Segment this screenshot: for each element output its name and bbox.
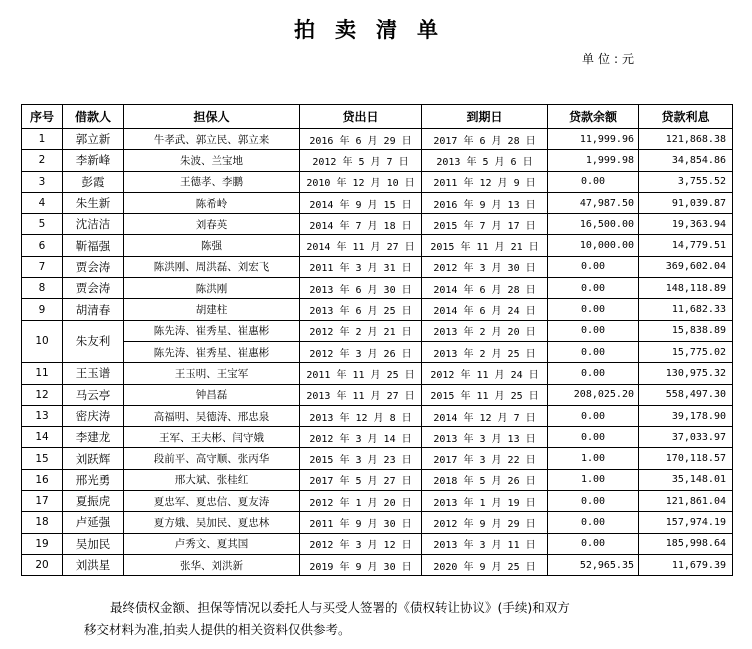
header-interest: 贷款利息: [639, 105, 733, 129]
cell-balance: 0.00: [548, 491, 639, 512]
cell-balance: 1.00: [548, 448, 639, 469]
table-row: [22, 363, 733, 384]
cell-interest: 11,679.39: [639, 554, 733, 575]
cell-interest: 170,118.57: [639, 448, 733, 469]
cell-end-date: 2013 年 1 月 19 日: [422, 491, 548, 512]
table-row: [22, 256, 733, 277]
cell-borrower: 郭立新: [63, 129, 124, 150]
cell-guarantor: 段前平、高守顺、张丙华: [124, 448, 300, 469]
cell-guarantor: 陈希岭: [124, 192, 300, 213]
cell-start-date: 2012 年 3 月 12 日: [300, 533, 422, 554]
table-row: [22, 533, 733, 554]
cell-no: 17: [22, 491, 63, 512]
cell-borrower: 胡清春: [63, 299, 124, 320]
cell-balance: 1.00: [548, 469, 639, 490]
cell-borrower: 刘跃辉: [63, 448, 124, 469]
table-row: [22, 554, 733, 575]
disclaimer-note: [84, 597, 684, 641]
cell-end-date: 2013 年 3 月 13 日: [422, 427, 548, 448]
cell-start-date: 2019 年 9 月 30 日: [300, 554, 422, 575]
cell-start-date: 2017 年 5 月 27 日: [300, 469, 422, 490]
table-row: [22, 171, 733, 192]
cell-no: 6: [22, 235, 63, 256]
cell-guarantor: 陈强: [124, 235, 300, 256]
cell-no: 2: [22, 150, 63, 171]
cell-borrower: 夏振虎: [63, 491, 124, 512]
table-row: [22, 278, 733, 299]
cell-balance: 0.00: [548, 533, 639, 554]
cell-guarantor: 夏忠军、夏忠信、夏友涛: [124, 491, 300, 512]
cell-interest: 37,033.97: [639, 427, 733, 448]
cell-start-date: 2011 年 9 月 30 日: [300, 512, 422, 533]
table-row: [22, 512, 733, 533]
cell-start-date: 2013 年 12 月 8 日: [300, 405, 422, 426]
cell-no: 13: [22, 405, 63, 426]
cell-interest: 91,039.87: [639, 192, 733, 213]
cell-end-date: 2013 年 2 月 25 日: [422, 341, 548, 362]
cell-guarantor: 陈洪刚: [124, 278, 300, 299]
cell-start-date: 2012 年 5 月 7 日: [300, 150, 422, 171]
cell-balance: 1,999.98: [548, 150, 639, 171]
cell-start-date: 2012 年 3 月 14 日: [300, 427, 422, 448]
cell-interest: 19,363.94: [639, 214, 733, 235]
cell-guarantor: 张华、刘洪新: [124, 554, 300, 575]
cell-no: 20: [22, 554, 63, 575]
header-borrower: 借款人: [63, 105, 124, 129]
cell-no: 3: [22, 171, 63, 192]
cell-balance: 0.00: [548, 405, 639, 426]
cell-interest: 369,602.04: [639, 256, 733, 277]
cell-balance: 0.00: [548, 171, 639, 192]
table-row: [22, 150, 733, 171]
table-header-row: [22, 105, 733, 129]
cell-guarantor: 陈先涛、崔秀星、崔惠彬: [124, 341, 300, 362]
cell-guarantor: 陈先涛、崔秀星、崔惠彬: [124, 320, 300, 341]
cell-balance: 52,965.35: [548, 554, 639, 575]
cell-start-date: 2013 年 11 月 27 日: [300, 384, 422, 405]
cell-no: 18: [22, 512, 63, 533]
cell-end-date: 2014 年 6 月 28 日: [422, 278, 548, 299]
cell-balance: 10,000.00: [548, 235, 639, 256]
cell-end-date: 2013 年 2 月 20 日: [422, 320, 548, 341]
cell-no: 4: [22, 192, 63, 213]
cell-end-date: 2020 年 9 月 25 日: [422, 554, 548, 575]
unit-value: 元: [622, 52, 639, 66]
cell-balance: 0.00: [548, 299, 639, 320]
cell-interest: 121,868.38: [639, 129, 733, 150]
cell-start-date: 2013 年 6 月 25 日: [300, 299, 422, 320]
cell-start-date: 2012 年 2 月 21 日: [300, 320, 422, 341]
cell-guarantor: 胡建柱: [124, 299, 300, 320]
cell-start-date: 2012 年 3 月 26 日: [300, 341, 422, 362]
cell-end-date: 2014 年 12 月 7 日: [422, 405, 548, 426]
cell-end-date: 2013 年 5 月 6 日: [422, 150, 548, 171]
cell-guarantor: 高福明、吴德涛、邢忠泉: [124, 405, 300, 426]
cell-end-date: 2015 年 11 月 21 日: [422, 235, 548, 256]
cell-interest: 35,148.01: [639, 469, 733, 490]
table-row: [22, 299, 733, 320]
table-row: [22, 341, 733, 362]
cell-balance: 11,999.96: [548, 129, 639, 150]
table-row: [22, 384, 733, 405]
cell-guarantor: 王军、王夫彬、闫守娥: [124, 427, 300, 448]
table-row: [22, 192, 733, 213]
table-row: [22, 427, 733, 448]
cell-end-date: 2015 年 7 月 17 日: [422, 214, 548, 235]
cell-balance: 0.00: [548, 341, 639, 362]
cell-guarantor: 朱波、兰宝地: [124, 150, 300, 171]
cell-no: 12: [22, 384, 63, 405]
cell-borrower: 朱友利: [63, 320, 124, 363]
cell-end-date: 2012 年 3 月 30 日: [422, 256, 548, 277]
cell-borrower: 沈洁洁: [63, 214, 124, 235]
cell-start-date: 2014 年 11 月 27 日: [300, 235, 422, 256]
cell-borrower: 马云亭: [63, 384, 124, 405]
cell-no: 11: [22, 363, 63, 384]
cell-no: 8: [22, 278, 63, 299]
table-row: [22, 129, 733, 150]
cell-guarantor: 夏方娥、吴加民、夏忠林: [124, 512, 300, 533]
cell-interest: 34,854.86: [639, 150, 733, 171]
table-row: [22, 405, 733, 426]
cell-start-date: 2014 年 9 月 15 日: [300, 192, 422, 213]
cell-borrower: 王玉谱: [63, 363, 124, 384]
cell-start-date: 2014 年 7 月 18 日: [300, 214, 422, 235]
cell-start-date: 2012 年 1 月 20 日: [300, 491, 422, 512]
cell-borrower: 密庆涛: [63, 405, 124, 426]
cell-interest: 39,178.90: [639, 405, 733, 426]
cell-no: 1: [22, 129, 63, 150]
cell-interest: 14,779.51: [639, 235, 733, 256]
cell-end-date: 2012 年 9 月 29 日: [422, 512, 548, 533]
cell-interest: 3,755.52: [639, 171, 733, 192]
cell-end-date: 2011 年 12 月 9 日: [422, 171, 548, 192]
cell-no: 5: [22, 214, 63, 235]
table-row: [22, 469, 733, 490]
cell-no: 19: [22, 533, 63, 554]
cell-borrower: 卢延强: [63, 512, 124, 533]
cell-interest: 148,118.89: [639, 278, 733, 299]
cell-end-date: 2016 年 9 月 13 日: [422, 192, 548, 213]
table-row: [22, 448, 733, 469]
cell-borrower: 邢光勇: [63, 469, 124, 490]
cell-borrower: 靳福强: [63, 235, 124, 256]
cell-guarantor: 陈洪刚、周洪磊、刘宏飞: [124, 256, 300, 277]
cell-start-date: 2013 年 6 月 30 日: [300, 278, 422, 299]
cell-end-date: 2013 年 3 月 11 日: [422, 533, 548, 554]
cell-guarantor: 卢秀文、夏其国: [124, 533, 300, 554]
cell-balance: 16,500.00: [548, 214, 639, 235]
cell-start-date: 2015 年 3 月 23 日: [300, 448, 422, 469]
cell-guarantor: 王德孝、李鹏: [124, 171, 300, 192]
cell-end-date: 2012 年 11 月 24 日: [422, 363, 548, 384]
cell-guarantor: 钟昌磊: [124, 384, 300, 405]
cell-end-date: 2018 年 5 月 26 日: [422, 469, 548, 490]
cell-interest: 15,838.89: [639, 320, 733, 341]
unit-label-text: 单位:: [582, 52, 623, 66]
cell-borrower: 李新峰: [63, 150, 124, 171]
cell-no: 9: [22, 299, 63, 320]
disclaimer-line-2: 移交材料为准,拍卖人提供的相关资料仅供参考。: [84, 622, 351, 637]
cell-borrower: 彭霞: [63, 171, 124, 192]
cell-borrower: 贾会涛: [63, 256, 124, 277]
cell-balance: 0.00: [548, 256, 639, 277]
cell-interest: 130,975.32: [639, 363, 733, 384]
cell-balance: 208,025.20: [548, 384, 639, 405]
cell-balance: 0.00: [548, 512, 639, 533]
cell-interest: 157,974.19: [639, 512, 733, 533]
cell-interest: 558,497.30: [639, 384, 733, 405]
page-title: 拍卖清单: [294, 17, 458, 42]
cell-start-date: 2010 年 12 月 10 日: [300, 171, 422, 192]
cell-no: 10: [22, 320, 63, 363]
cell-balance: 0.00: [548, 427, 639, 448]
cell-borrower: 朱生新: [63, 192, 124, 213]
cell-start-date: 2011 年 11 月 25 日: [300, 363, 422, 384]
cell-start-date: 2011 年 3 月 31 日: [300, 256, 422, 277]
cell-borrower: 吴加民: [63, 533, 124, 554]
cell-interest: 185,998.64: [639, 533, 733, 554]
table-row: [22, 491, 733, 512]
header-start-date: 贷出日: [300, 105, 422, 129]
cell-borrower: 李建龙: [63, 427, 124, 448]
cell-balance: 0.00: [548, 363, 639, 384]
table-row: [22, 320, 733, 341]
header-no: 序号: [22, 105, 63, 129]
cell-end-date: 2014 年 6 月 24 日: [422, 299, 548, 320]
cell-end-date: 2017 年 3 月 22 日: [422, 448, 548, 469]
cell-borrower: 贾会涛: [63, 278, 124, 299]
cell-end-date: 2015 年 11 月 25 日: [422, 384, 548, 405]
cell-no: 16: [22, 469, 63, 490]
unit-label: [582, 50, 638, 67]
cell-interest: 15,775.02: [639, 341, 733, 362]
cell-start-date: 2016 年 6 月 29 日: [300, 129, 422, 150]
cell-end-date: 2017 年 6 月 28 日: [422, 129, 548, 150]
cell-no: 7: [22, 256, 63, 277]
header-end-date: 到期日: [422, 105, 548, 129]
cell-interest: 11,682.33: [639, 299, 733, 320]
cell-guarantor: 邢大斌、张桂红: [124, 469, 300, 490]
cell-guarantor: 王玉明、王宝军: [124, 363, 300, 384]
table-row: [22, 235, 733, 256]
header-balance: 贷款余额: [548, 105, 639, 129]
cell-borrower: 刘洪星: [63, 554, 124, 575]
cell-interest: 121,861.04: [639, 491, 733, 512]
cell-balance: 47,987.50: [548, 192, 639, 213]
disclaimer-line-1: 最终债权金额、担保等情况以委托人与买受人签署的《债权转让协议》(手续)和双方: [110, 600, 570, 615]
cell-guarantor: 刘春英: [124, 214, 300, 235]
auction-table: [21, 104, 733, 576]
table-row: [22, 214, 733, 235]
cell-balance: 0.00: [548, 320, 639, 341]
cell-balance: 0.00: [548, 278, 639, 299]
cell-no: 14: [22, 427, 63, 448]
cell-guarantor: 牛孝武、郭立民、郭立来: [124, 129, 300, 150]
cell-no: 15: [22, 448, 63, 469]
header-guarantor: 担保人: [124, 105, 300, 129]
